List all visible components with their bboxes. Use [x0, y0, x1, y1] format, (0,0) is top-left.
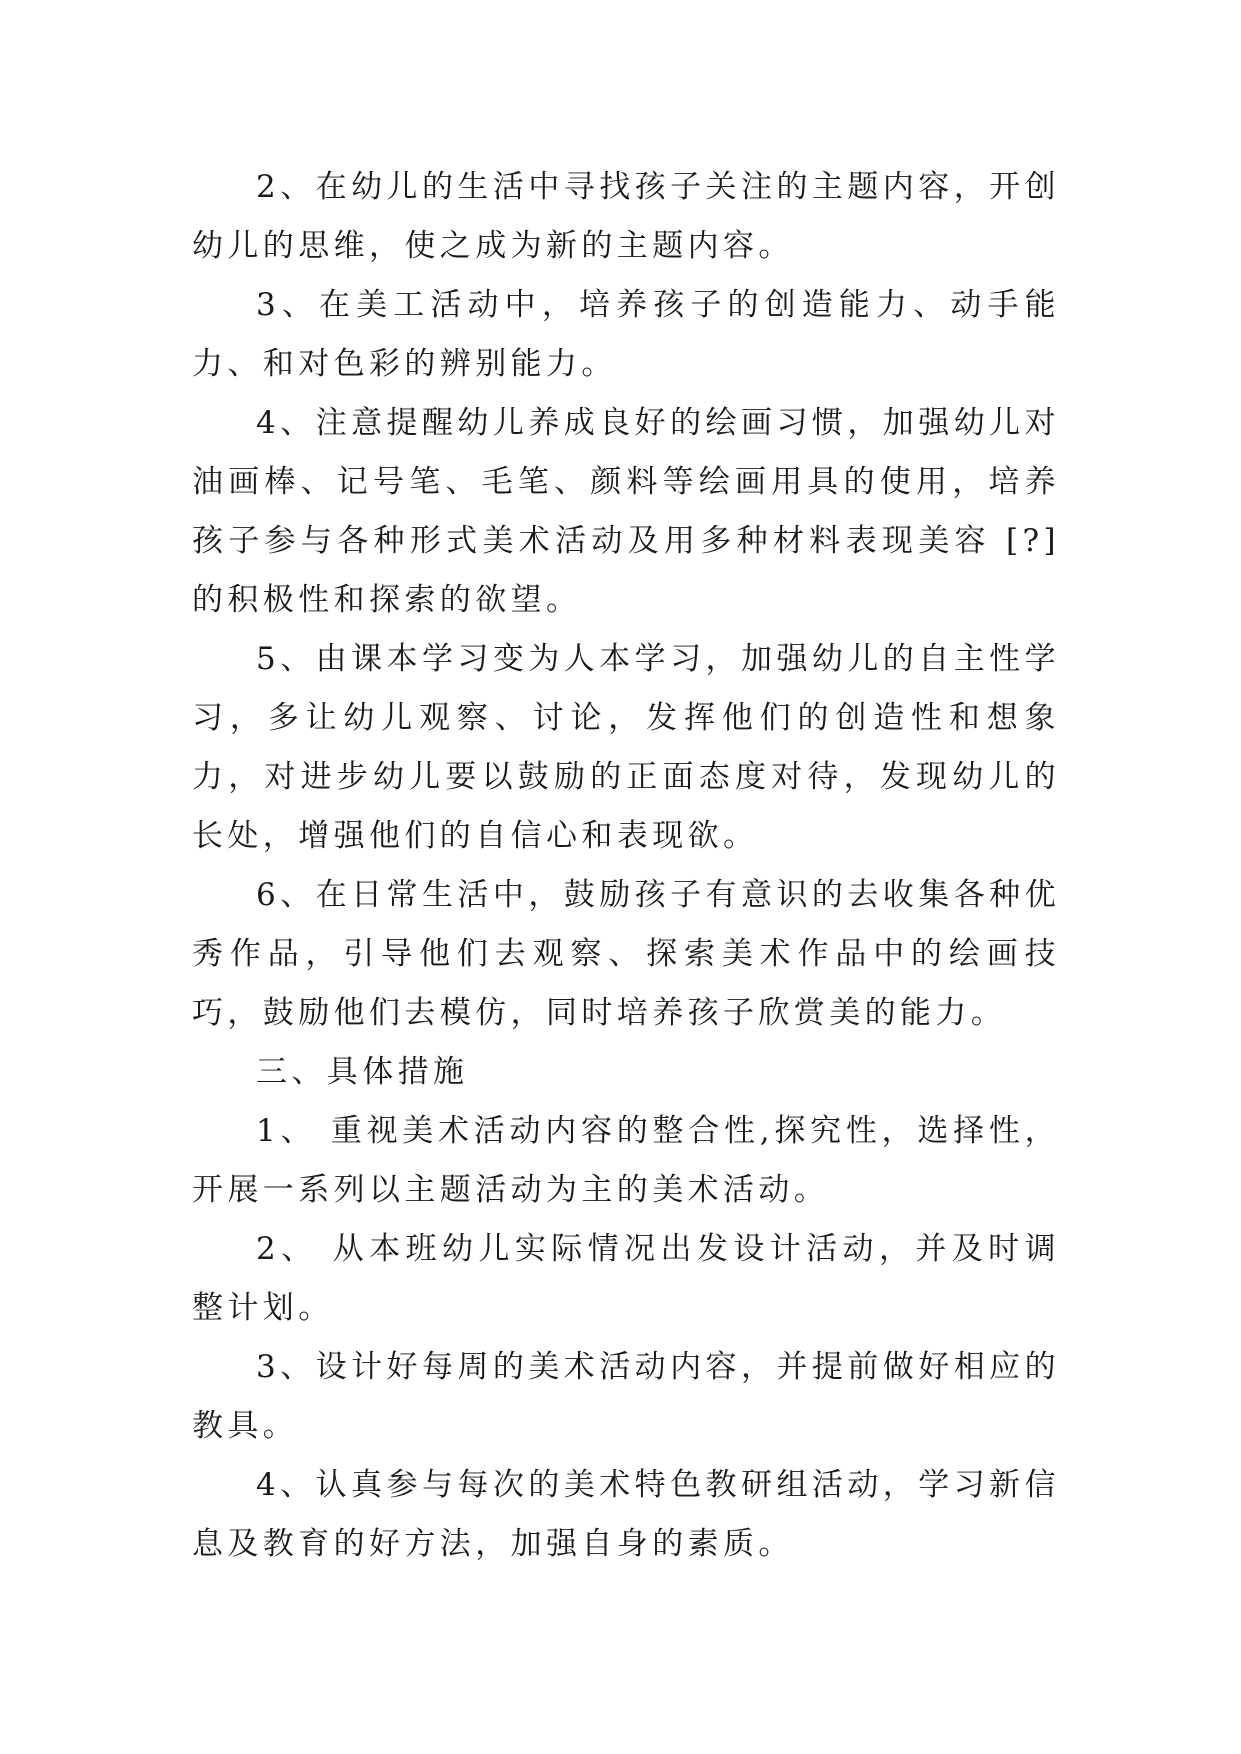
- measure-item-4: 4、认真参与每次的美术特色教研组活动，学习新信息及教育的好方法，加强自身的素质。: [192, 1467, 1060, 1562]
- paragraph-item-6: 6、在日常生活中，鼓励孩子有意识的去收集各种优秀作品，引导他们去观察、探索美术作品中的绘画技巧，鼓励他们去模仿，同时培养孩子欣赏美的能力。: [192, 877, 1060, 1031]
- section-heading-measures: 三、具体措施: [256, 1054, 469, 1090]
- paragraph-item-4: 4、注意提醒幼儿养成良好的绘画习惯，加强幼儿对油画棒、记号笔、毛笔、颜料等绘画用具的使用，培养孩子参与各种形式美术活动及用多种材料表现美容 [?] 的积极性和探索的欲望。: [192, 405, 1060, 618]
- paragraph-item-5: 5、由课本学习变为人本学习，加强幼儿的自主性学习，多让幼儿观察、讨论，发挥他们的创造性和想象力，对进步幼儿要以鼓励的正面态度对待，发现幼儿的长处，增强他们的自信心和表现欲。: [192, 641, 1060, 854]
- document-body: [192, 158, 1060, 1574]
- paragraph-item-3: 3、在美工活动中，培养孩子的创造能力、动手能力、和对色彩的辨别能力。: [192, 287, 1060, 382]
- paragraph-item-2: 2、在幼儿的生活中寻找孩子关注的主题内容，开创幼儿的思维，使之成为新的主题内容。: [192, 169, 1060, 264]
- measure-item-3: 3、设计好每周的美术活动内容，并提前做好相应的教具。: [192, 1349, 1060, 1444]
- measure-item-1: 1、 重视美术活动内容的整合性,探究性，选择性，开展一系列以主题活动为主的美术活动。: [192, 1113, 1060, 1208]
- measure-item-2: 2、 从本班幼儿实际情况出发设计活动，并及时调整计划。: [192, 1231, 1060, 1326]
